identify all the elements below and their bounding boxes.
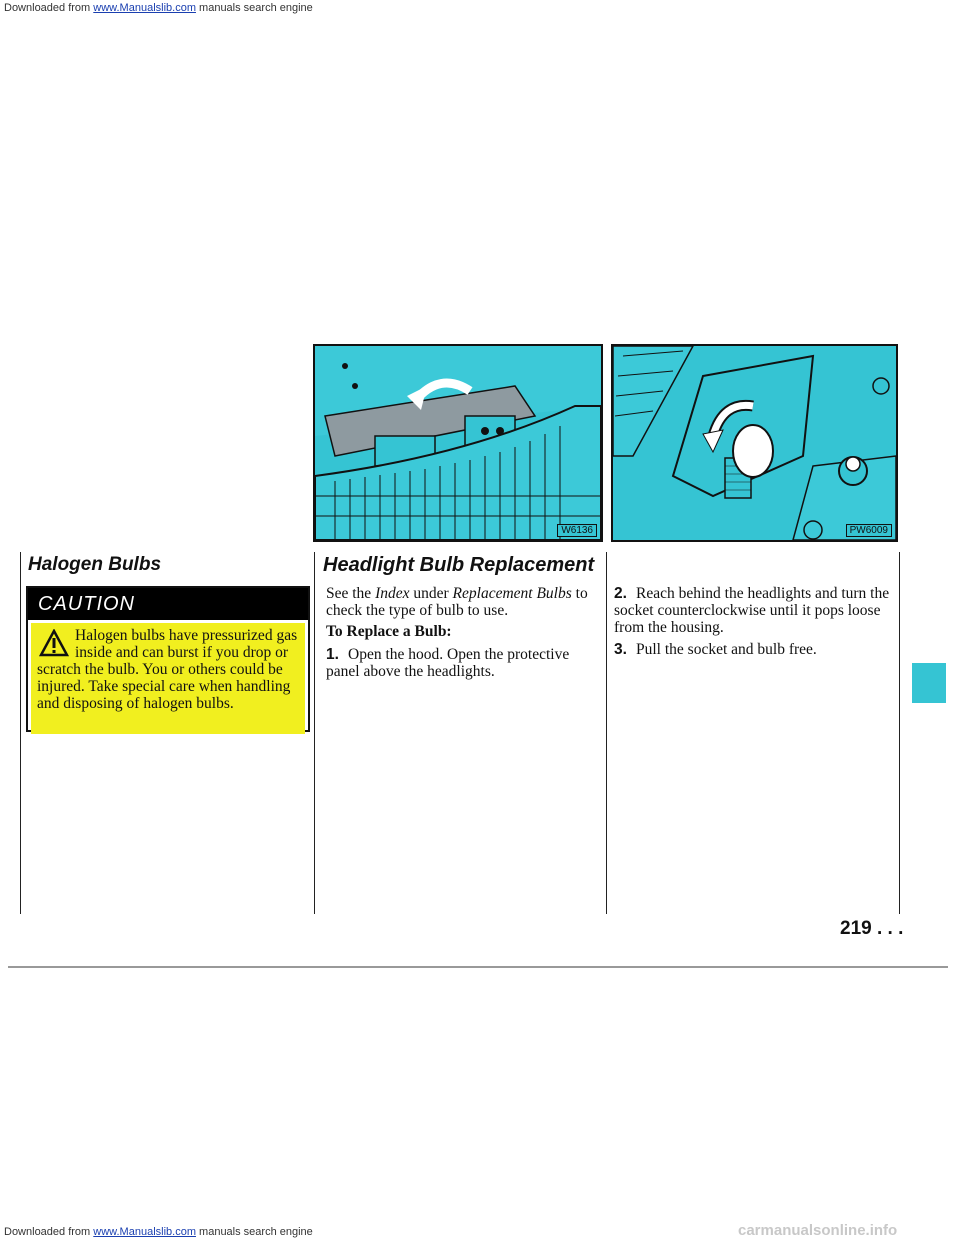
- halogen-bulbs-heading: Halogen Bulbs: [28, 554, 162, 575]
- manualslib-link[interactable]: www.Manualslib.com: [93, 2, 196, 14]
- intro-see: See the: [326, 585, 376, 602]
- footer-manualslib-link[interactable]: www.Manualslib.com: [93, 1226, 196, 1238]
- footer-rule: [8, 966, 948, 968]
- caution-title: CAUTION: [28, 588, 308, 620]
- socket-illustration: [613, 346, 896, 540]
- step-1: [326, 646, 596, 680]
- step-1-text: Open the hood. Open the protective panel above the headlights.: [326, 646, 570, 680]
- download-suffix: manuals search engine: [195, 2, 313, 14]
- figure-bulb-socket: [611, 344, 898, 542]
- caution-body: [31, 623, 305, 734]
- download-prefix: Downloaded from: [4, 2, 94, 14]
- intro-paragraph: [326, 585, 588, 619]
- step-1-number: 1.: [326, 646, 339, 663]
- warning-triangle-icon: [39, 629, 69, 657]
- caution-box: [26, 586, 310, 732]
- column-divider-edge: [899, 552, 900, 914]
- column-divider-right: [606, 552, 607, 914]
- figure-headlight-assembly: [313, 344, 603, 542]
- intro-under: under: [409, 585, 453, 602]
- figure-label-left: W6136: [557, 524, 597, 537]
- watermark: carmanualsonline.info: [738, 1222, 898, 1239]
- download-source-line: [4, 2, 313, 14]
- page-number: 219 . . .: [840, 918, 904, 939]
- step-3: [614, 641, 890, 658]
- section-tab: [912, 663, 946, 703]
- download-source-footer: [4, 1226, 313, 1238]
- step-2-text: Reach behind the headlights and turn the socket counterclockwise until it pops loose from the housing.: [614, 585, 890, 636]
- column-divider-middle: [314, 552, 315, 914]
- caution-text: Halogen bulbs have pressurized gas inside and can burst if you drop or scratch the bulb. You or others could be injured. Take special care when handling and disposing of halogen bulbs.: [37, 627, 298, 712]
- intro-replacement-bulbs: Replacement Bulbs: [452, 585, 572, 602]
- headlight-illustration: [315, 346, 601, 540]
- step-3-text: Pull the socket and bulb free.: [636, 641, 817, 658]
- figure-label-right: PW6009: [846, 524, 892, 537]
- footer-download-suffix: manuals search engine: [195, 1226, 313, 1238]
- column-divider-left: [20, 552, 21, 914]
- to-replace-subheading: To Replace a Bulb:: [326, 623, 452, 640]
- headlight-bulb-replacement-heading: Headlight Bulb Replacement: [323, 554, 595, 576]
- step-2: [614, 585, 890, 636]
- intro-rest: to check the type of bulb to use.: [326, 585, 588, 619]
- step-3-number: 3.: [614, 641, 627, 658]
- step-2-number: 2.: [614, 585, 627, 602]
- footer-download-prefix: Downloaded from: [4, 1226, 94, 1238]
- intro-index: Index: [375, 585, 410, 602]
